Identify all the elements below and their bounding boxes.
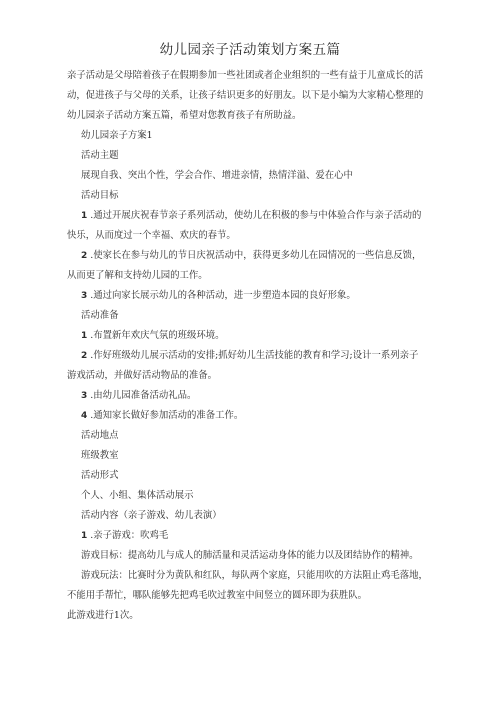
goal-item-continuation: 从而更了解和支持幼儿园的工作。: [67, 270, 208, 281]
document-body: [67, 66, 439, 626]
list-text: .由幼儿园准备活动礼品。: [90, 390, 197, 401]
list-text: .通过向家长展示幼儿的各种活动，进一步塑造本园的良好形象。: [90, 290, 356, 301]
goal-item-continuation: 快乐，从而度过一个幸福、欢庆的春节。: [67, 230, 236, 241]
intro-paragraph-line: 动，促进孩子与父母的关系，让孩子结识更多的好朋友。以下是小编为大家精心整理的: [67, 90, 424, 101]
list-text: .通过开展庆祝春节亲子系列活动，使幼儿在积极的参与中体验合作与亲子活动的: [90, 210, 422, 221]
prep-item: [67, 326, 439, 346]
prep-item: [67, 386, 439, 406]
list-number: 3: [81, 291, 88, 301]
list-text: .使家长在参与幼儿的节日庆祝活动中，获得更多幼儿在园情况的一些信息反馈，: [90, 250, 422, 261]
document-title: 幼儿园亲子活动策划方案五篇: [159, 42, 341, 58]
game-item: [67, 526, 439, 546]
section-heading-theme: 活动主题: [81, 150, 119, 161]
form-text: 个人、小组、集体活动展示: [81, 490, 194, 501]
prep-item: [67, 406, 439, 426]
theme-text: 展现自我、突出个性，学会合作、增进亲情，热情洋溢、爱在心中: [81, 170, 353, 181]
intro-paragraph-line: 幼儿园亲子活动方案五篇，希望对您教育孩子有所助益。: [67, 110, 302, 121]
list-number: 1: [81, 331, 88, 341]
section-heading-preparation: 活动准备: [81, 310, 119, 321]
section-heading-content: 活动内容（亲子游戏、幼儿表演）: [81, 510, 222, 521]
goal-item: [67, 286, 439, 306]
prep-item: [67, 346, 439, 366]
section-heading-place: 活动地点: [81, 430, 119, 441]
game-rules: 游戏玩法：比赛时分为黄队和红队，每队两个家庭，只能用吹的方法阻止鸡毛落地，: [81, 570, 428, 581]
list-text: .作好班级幼儿展示活动的安排;抓好幼儿生活技能的教育和学习;设计一系列亲子: [90, 350, 419, 361]
list-number: 4: [81, 411, 88, 421]
plan-heading: 幼儿园亲子方案1: [81, 130, 153, 141]
goal-item: [67, 206, 439, 226]
list-number: 3: [81, 391, 88, 401]
place-text: 班级教室: [81, 450, 119, 461]
section-heading-form: 活动形式: [81, 470, 119, 481]
list-number: 1: [81, 531, 88, 541]
game-rules-continuation: 不能用手帮忙，哪队能够先把鸡毛吹过教室中间竖立的圆环即为获胜队。: [67, 590, 368, 601]
game-times: 此游戏进行1次。: [67, 610, 139, 621]
intro-paragraph-line: 亲子活动是父母陪着孩子在假期参加一些社团或者企业组织的一些有益于儿童成长的活: [67, 70, 424, 81]
section-heading-goals: 活动目标: [81, 190, 119, 201]
prep-item-continuation: 游戏活动，并做好活动物品的准备。: [67, 370, 218, 381]
list-text: .通知家长做好参加活动的准备工作。: [90, 410, 244, 421]
list-number: 2: [81, 251, 88, 261]
list-number: 2: [81, 351, 88, 361]
list-text: .亲子游戏：吹鸡毛: [90, 530, 169, 541]
list-number: 1: [81, 211, 88, 221]
game-goal: 游戏目标：提高幼儿与成人的肺活量和灵活运动身体的能力以及团结协作的精神。: [81, 550, 419, 561]
goal-item: [67, 246, 439, 266]
list-text: .布置新年欢庆气氛的班级环境。: [90, 330, 225, 341]
